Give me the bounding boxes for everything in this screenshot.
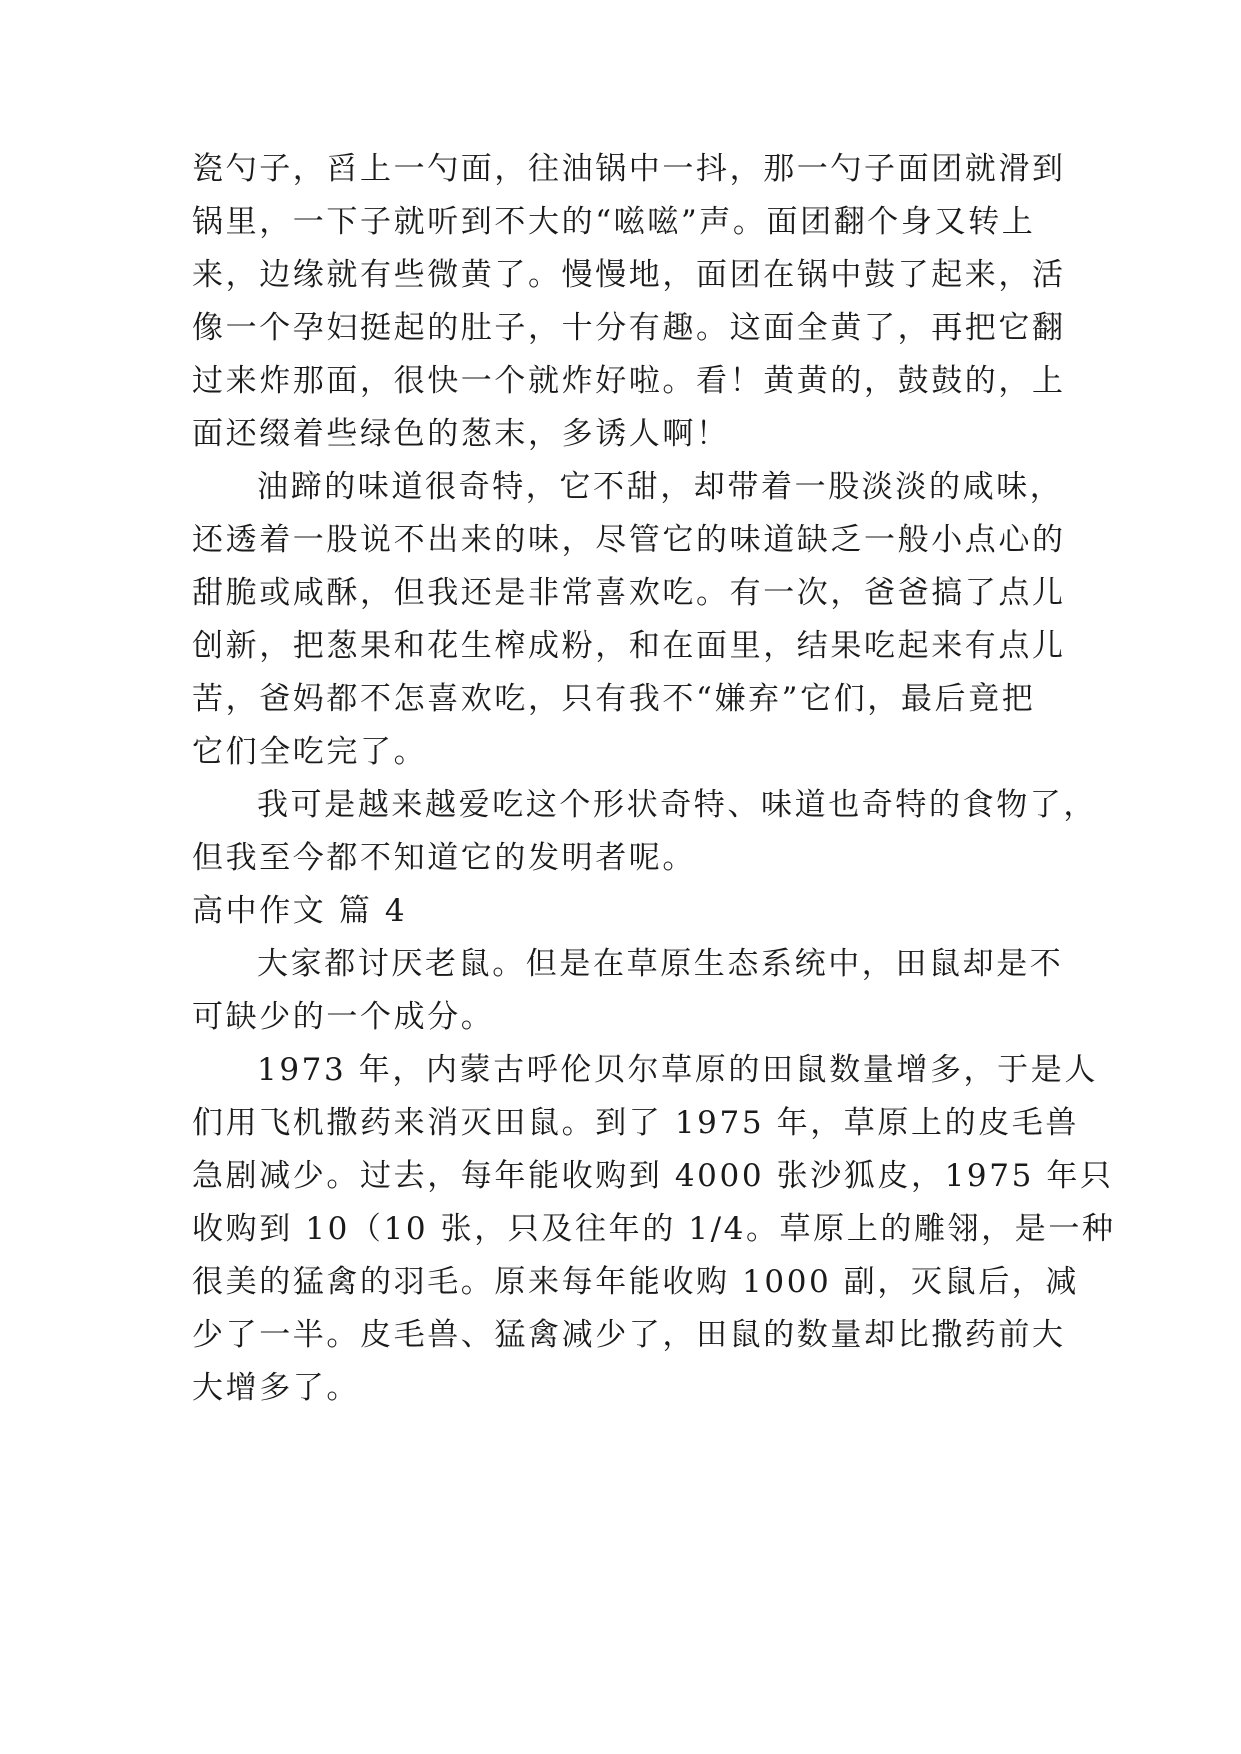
text-line: 但我至今都不知道它的发明者呢。 bbox=[192, 840, 696, 876]
text-line: 还透着一股说不出来的味，尽管它的味道缺乏一般小点心的 bbox=[192, 522, 1066, 558]
text-line: 急剧减少。过去，每年能收购到 4000 张沙狐皮，1975 年只 bbox=[192, 1158, 1114, 1194]
text-line: 们用飞机撒药来消灭田鼠。到了 1975 年，草原上的皮毛兽 bbox=[192, 1105, 1079, 1141]
paragraph-first-line: 1973 年，内蒙古呼伦贝尔草原的田鼠数量增多，于是人 bbox=[257, 1052, 1098, 1088]
text-line: 大增多了。 bbox=[192, 1370, 360, 1406]
text-line: 过来炸那面，很快一个就炸好啦。看！黄黄的，鼓鼓的，上 bbox=[192, 363, 1066, 399]
text-line: 像一个孕妇挺起的肚子，十分有趣。这面全黄了，再把它翻 bbox=[192, 310, 1066, 346]
paragraph-first-line: 油蹄的味道很奇特，它不甜，却带着一股淡淡的咸味， bbox=[257, 469, 1064, 505]
text-line: 面还缀着些绿色的葱末，多诱人啊！ bbox=[192, 416, 730, 452]
text-line: 来，边缘就有些微黄了。慢慢地，面团在锅中鼓了起来，活 bbox=[192, 257, 1066, 293]
text-line: 苦，爸妈都不怎喜欢吃，只有我不“嫌弃”它们，最后竟把 bbox=[192, 681, 1036, 717]
text-line: 收购到 10（10 张，只及往年的 1/4。草原上的雕翎，是一种 bbox=[192, 1211, 1116, 1247]
paragraph-first-line: 我可是越来越爱吃这个形状奇特、味道也奇特的食物了， bbox=[257, 787, 1097, 823]
paragraph-first-line: 大家都讨厌老鼠。但是在草原生态系统中，田鼠却是不 bbox=[257, 946, 1064, 982]
text-line: 少了一半。皮毛兽、猛禽减少了，田鼠的数量却比撒药前大 bbox=[192, 1317, 1066, 1353]
text-line: 锅里，一下子就听到不大的“嗞嗞”声。面团翻个身又转上 bbox=[192, 204, 1036, 240]
text-line: 创新，把葱果和花生榨成粉，和在面里，结果吃起来有点儿 bbox=[192, 628, 1066, 664]
section-heading: 高中作文 篇 4 bbox=[192, 893, 408, 929]
text-line: 瓷勺子，舀上一勺面，往油锅中一抖，那一勺子面团就滑到 bbox=[192, 151, 1066, 187]
text-line: 甜脆或咸酥，但我还是非常喜欢吃。有一次，爸爸搞了点儿 bbox=[192, 575, 1066, 611]
text-line: 可缺少的一个成分。 bbox=[192, 999, 495, 1035]
text-line: 它们全吃完了。 bbox=[192, 734, 428, 770]
text-line: 很美的猛禽的羽毛。原来每年能收购 1000 副，灭鼠后，减 bbox=[192, 1264, 1079, 1300]
